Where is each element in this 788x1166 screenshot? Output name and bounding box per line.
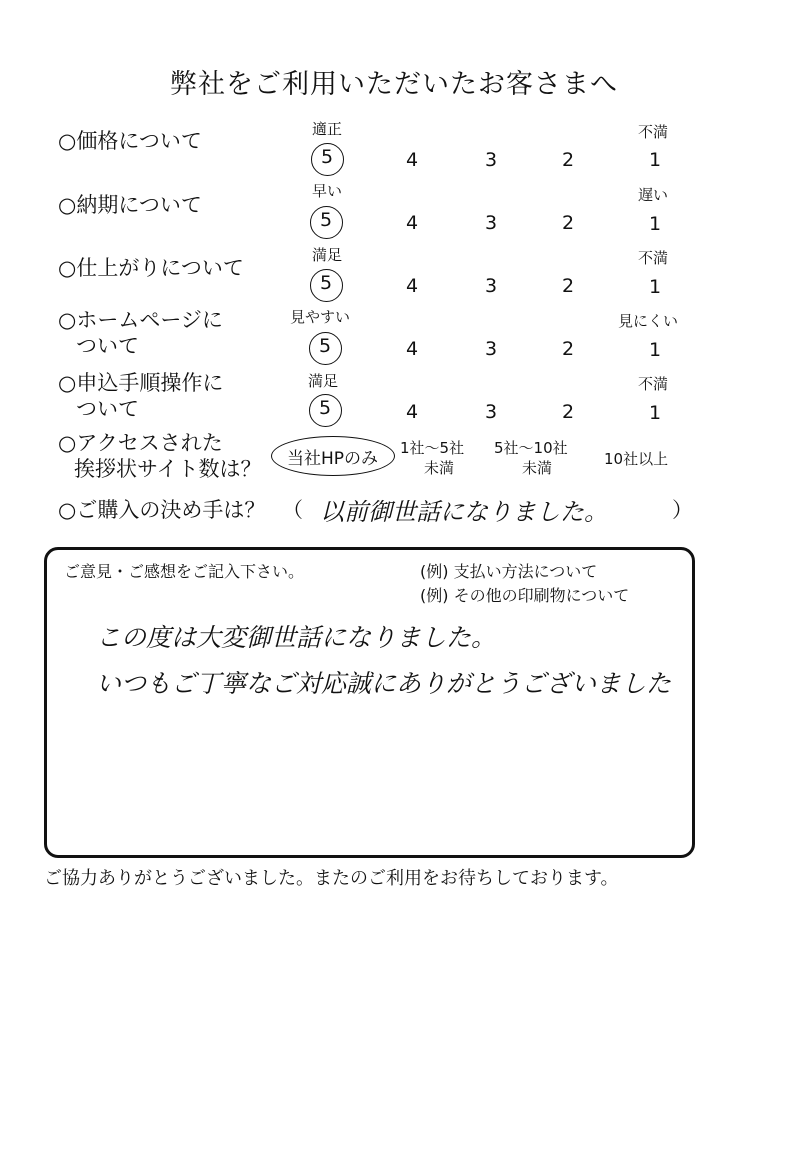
access-option-1-5[interactable]: 1社～5社 — [400, 439, 465, 457]
question-purchase-label: ○ご購入の決め手は？ — [58, 498, 266, 522]
rating-4[interactable]: 4 — [405, 212, 419, 234]
rating-high-label: 満足 — [312, 246, 343, 264]
rating-2[interactable]: 2 — [561, 401, 575, 423]
open-paren: （ — [282, 498, 303, 522]
question-procedure-label: ○申込手順操作に — [58, 371, 224, 395]
access-option-5-10[interactable]: 5社～10社 — [494, 439, 568, 457]
rating-1[interactable]: 1 — [648, 339, 662, 361]
rating-2[interactable]: 2 — [561, 149, 575, 171]
rating-4[interactable]: 4 — [405, 275, 419, 297]
rating-5[interactable]: 5 — [320, 146, 334, 168]
rating-low-label: 遅い — [638, 186, 669, 204]
rating-4[interactable]: 4 — [405, 338, 419, 360]
rating-3[interactable]: 3 — [484, 275, 498, 297]
rating-high-label: 満足 — [308, 372, 339, 390]
rating-low-label: 不満 — [638, 123, 669, 141]
purchase-answer[interactable]: 以前御世話になりました。 — [320, 498, 608, 526]
comments-example-2: (例) その他の印刷物について — [420, 586, 630, 605]
comments-heading: ご意見・ご感想をご記入下さい。 — [64, 562, 305, 581]
question-access-label-2: 挨拶状サイト数は？ — [74, 457, 262, 481]
question-finish-label: ○仕上がりについて — [58, 256, 244, 280]
rating-high-label: 適正 — [312, 120, 343, 138]
rating-5[interactable]: 5 — [319, 209, 333, 231]
rating-2[interactable]: 2 — [561, 212, 575, 234]
question-access-label: ○アクセスされた — [58, 431, 223, 455]
comment-line-1: この度は大変御世話になりました。 — [96, 623, 497, 652]
page-title: 弊社をご利用いただいたお客さまへ — [170, 69, 618, 100]
rating-5[interactable]: 5 — [318, 335, 332, 357]
close-paren: ） — [672, 498, 693, 522]
rating-3[interactable]: 3 — [484, 401, 498, 423]
rating-5[interactable]: 5 — [319, 272, 333, 294]
rating-5[interactable]: 5 — [318, 397, 332, 419]
access-option-10-plus[interactable]: 10社以上 — [604, 450, 669, 468]
access-option-5-10-sub: 未満 — [522, 459, 553, 477]
rating-high-label: 早い — [312, 182, 343, 200]
comment-line-2: いつもご丁寧なご対応誠にありがとうございました — [96, 669, 672, 698]
rating-3[interactable]: 3 — [484, 338, 498, 360]
question-delivery-label: ○納期について — [58, 193, 202, 217]
access-option-1-5-sub: 未満 — [424, 459, 455, 477]
rating-low-label: 不満 — [638, 375, 669, 393]
rating-high-label: 見やすい — [290, 308, 351, 326]
rating-1[interactable]: 1 — [648, 149, 662, 171]
question-homepage-label-2: ついて — [76, 334, 139, 358]
rating-1[interactable]: 1 — [648, 213, 662, 235]
rating-3[interactable]: 3 — [484, 149, 498, 171]
rating-1[interactable]: 1 — [648, 276, 662, 298]
footer-message: ご協力ありがとうございました。またのご利用をお待ちしております。 — [44, 868, 619, 889]
rating-3[interactable]: 3 — [484, 212, 498, 234]
rating-4[interactable]: 4 — [405, 149, 419, 171]
question-homepage-label: ○ホームページに — [58, 308, 223, 332]
rating-1[interactable]: 1 — [648, 402, 662, 424]
rating-2[interactable]: 2 — [561, 275, 575, 297]
rating-low-label: 不満 — [638, 249, 669, 267]
question-procedure-label-2: ついて — [76, 397, 139, 421]
rating-4[interactable]: 4 — [405, 401, 419, 423]
comments-example-1: (例) 支払い方法について — [420, 562, 598, 581]
rating-2[interactable]: 2 — [561, 338, 575, 360]
rating-low-label: 見にくい — [618, 312, 679, 330]
access-option-own-site[interactable]: 当社HPのみ — [287, 449, 379, 469]
question-price-label: ○価格について — [58, 129, 202, 153]
